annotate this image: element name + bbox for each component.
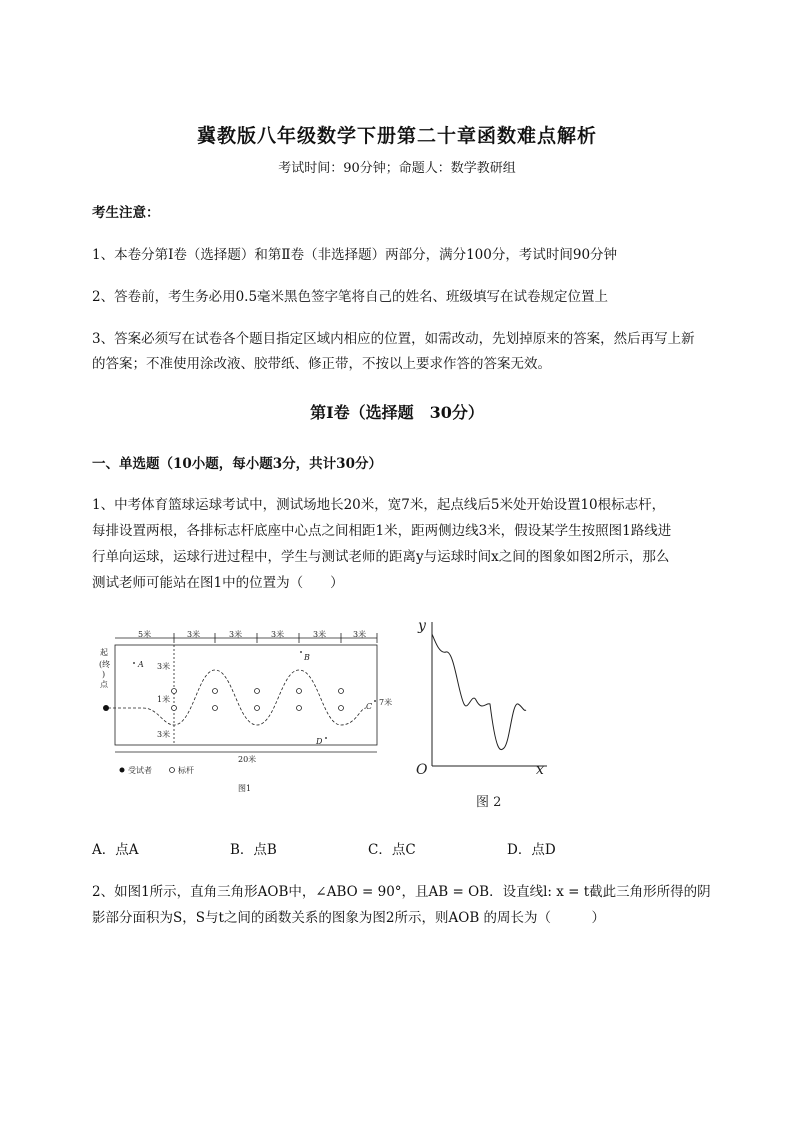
q1-line-1: 1、中考体育篮球运球考试中，测试场地长20米，宽7米，起点线后5米处开始设置10根标志杆，: [92, 497, 666, 513]
dim-top-3: 3米: [229, 630, 243, 639]
option-a[interactable]: A．点A: [92, 842, 139, 858]
legend-student: 受试者: [128, 766, 152, 775]
q2-line-2: 影部分面积为S，S与t之间的函数关系的图象为图2所示，则AOB 的周长为（ ）: [92, 910, 606, 926]
q1-line-4: 测试老师可能站在图1中的位置为（ ）: [92, 575, 344, 591]
notice-item-2: 2、答卷前，考生务必用0.5毫米黑色签字笔将自己的姓名、班级填写在试卷规定位置上: [92, 289, 609, 305]
notice-item-3-cont: 的答案；不准使用涂改液、胶带纸、修正带，不按以上要求作答的答案无效。: [92, 356, 551, 372]
figure-1-court: [98, 625, 393, 800]
figure-2-graph: [412, 612, 552, 812]
start-label-4: 点: [100, 680, 108, 689]
q1-line-3: 行单向运球，运球行进过程中，学生与测试老师的距离y与运球时间x之间的图象如图2所示，那么: [92, 549, 670, 565]
notice-heading: 考生注意：: [92, 205, 160, 221]
point-d-label: D: [316, 737, 323, 746]
legend-pole: 标杆: [178, 766, 194, 775]
page-title: 冀教版八年级数学下册第二十章函数难点解析: [196, 125, 597, 147]
figure-2-caption: 图 2: [476, 795, 502, 810]
q2-line-1: 2、如图1所示，直角三角形AOB中，∠ABO = 90°，且AB = OB．设直线l: x = t截此三角形所得的阴: [92, 884, 711, 900]
q1-line-2: 每排设置两根，各排标志杆底座中心点之间相距1米，距两侧边线3米，假设某学生按照图1路线进: [92, 523, 672, 539]
option-c[interactable]: C．点C: [368, 842, 416, 858]
option-d[interactable]: D．点D: [507, 842, 556, 858]
exam-info: 考试时间：90分钟；命题人：数学教研组: [278, 161, 516, 176]
figure-1-caption: 图1: [238, 784, 252, 793]
dim-left-3: 3米: [157, 730, 171, 739]
notice-item-1: 1、本卷分第I卷（选择题）和第Ⅱ卷（非选择题）两部分，满分100分，考试时间90分钟: [92, 247, 618, 263]
point-a-label: A: [138, 660, 144, 669]
origin-label: O: [416, 762, 428, 778]
dim-left-2: 1米: [157, 695, 171, 704]
notice-item-3: 3、答案必须写在试卷各个题目指定区域内相应的位置，如需改动，先划掉原来的答案，然后再写上新: [92, 331, 695, 347]
dim-top-1: 5米: [138, 630, 152, 639]
dim-bottom: 20米: [238, 755, 257, 764]
part-title: 一、单选题（10小题，每小题3分，共计30分）: [92, 456, 382, 472]
dim-top-2: 3米: [187, 630, 201, 639]
x-axis-label: x: [536, 762, 544, 778]
section-title: 第I卷（选择题 30分）: [310, 403, 484, 422]
point-b-label: B: [304, 653, 310, 662]
dim-top-4: 3米: [271, 630, 285, 639]
start-label-3: ): [102, 670, 106, 679]
dim-top-6: 3米: [353, 630, 367, 639]
start-label-2: (终: [99, 660, 111, 669]
point-c-label: C: [366, 702, 373, 711]
dim-left-1: 3米: [157, 662, 171, 671]
start-label-1: 起: [100, 648, 108, 657]
option-b[interactable]: B．点B: [230, 842, 277, 858]
y-axis-label: y: [418, 618, 426, 634]
dim-top-5: 3米: [313, 630, 327, 639]
start-dot-icon: [103, 705, 109, 711]
dim-right: 7米: [379, 698, 393, 707]
